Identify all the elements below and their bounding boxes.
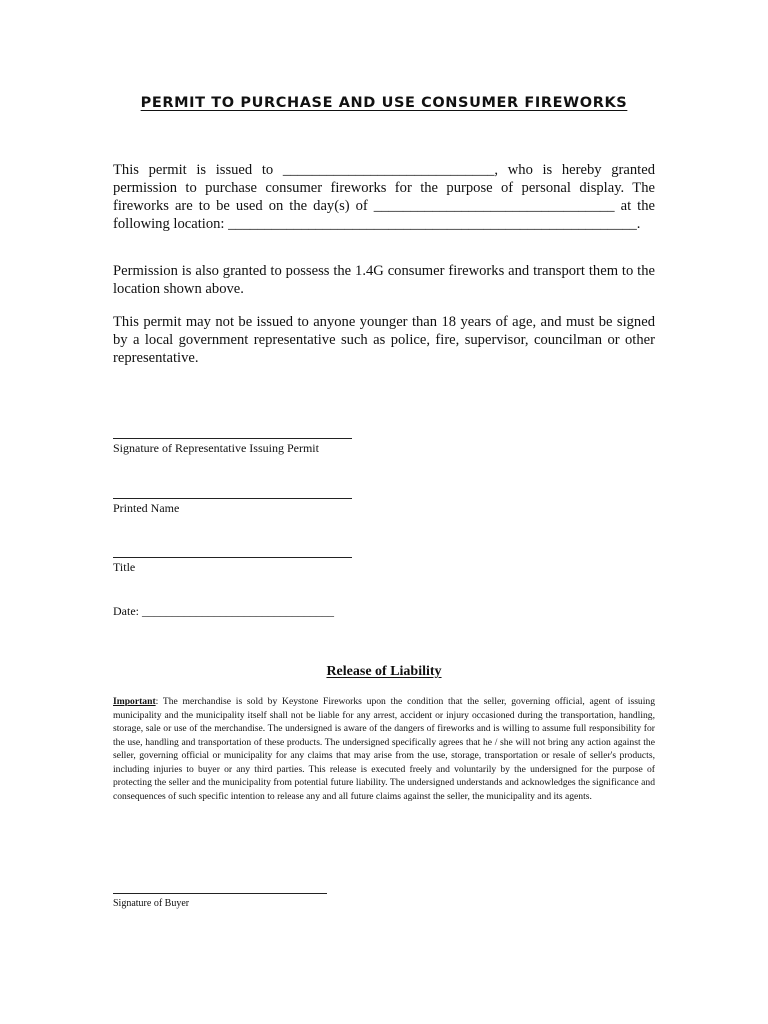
- representative-signature-label: Signature of Representative Issuing Permit: [113, 441, 319, 455]
- document-title: [0, 95, 768, 111]
- printed-name-line: [113, 498, 352, 499]
- release-body: [113, 695, 655, 803]
- buyer-signature-label: Signature of Buyer: [113, 898, 190, 909]
- possession-paragraph: Permission is also granted to possess the 1.4G consumer fireworks and transport them to the location shown above.: [113, 263, 655, 297]
- release-body-text: : The merchandise is sold by Keystone Fireworks upon the condition that the seller, governing official, agent of issuing municipality and the municipality itself shall not be liable for any arrest, accident or injury occasioned during the transportation, handling, storage, sale or use of the merchandise. The undersigned is aware of the dangers of fireworks and is willing to assume full responsibility for the use, handling and transportation of these products. The undersigned specifically agrees that he / she will not bring any action against the seller, governing official or municipality for any claims that may arise from the use, storage, transportation or resale of seller's products, including injuries to buyer or any third parties. This release is executed freely and voluntarily by the undersigned for the purpose of protecting the seller and the municipality from potential future liability. The undersigned understands and acknowledges the significance and consequences of such specific intention to release any and all future claims against the seller, the municipality and its agents.: [113, 696, 655, 802]
- important-label: Important: [113, 696, 156, 707]
- release-heading: [0, 664, 768, 680]
- buyer-signature-line: [113, 893, 327, 894]
- document-title-text: PERMIT TO PURCHASE AND USE CONSUMER FIREWORKS: [140, 95, 628, 111]
- age-requirement-paragraph: This permit may not be issued to anyone younger than 18 years of age, and must be signed by a local government representative such as police, fire, supervisor, councilman or other representative.: [113, 314, 655, 366]
- printed-name-label: Printed Name: [113, 501, 180, 515]
- title-label: Title: [113, 560, 136, 574]
- release-heading-text: Release of Liability: [326, 664, 442, 679]
- permit-issued-paragraph: This permit is issued to _____________________________, who is hereby granted permission to purchase consumer fireworks for the purpose of personal display. The fireworks are to be used on the day(s) of _________________________________ at the following location: ________________________________________________________.: [113, 162, 655, 232]
- title-line: [113, 557, 352, 558]
- representative-signature-line: [113, 438, 352, 439]
- date-field: Date: ________________________________: [113, 604, 334, 618]
